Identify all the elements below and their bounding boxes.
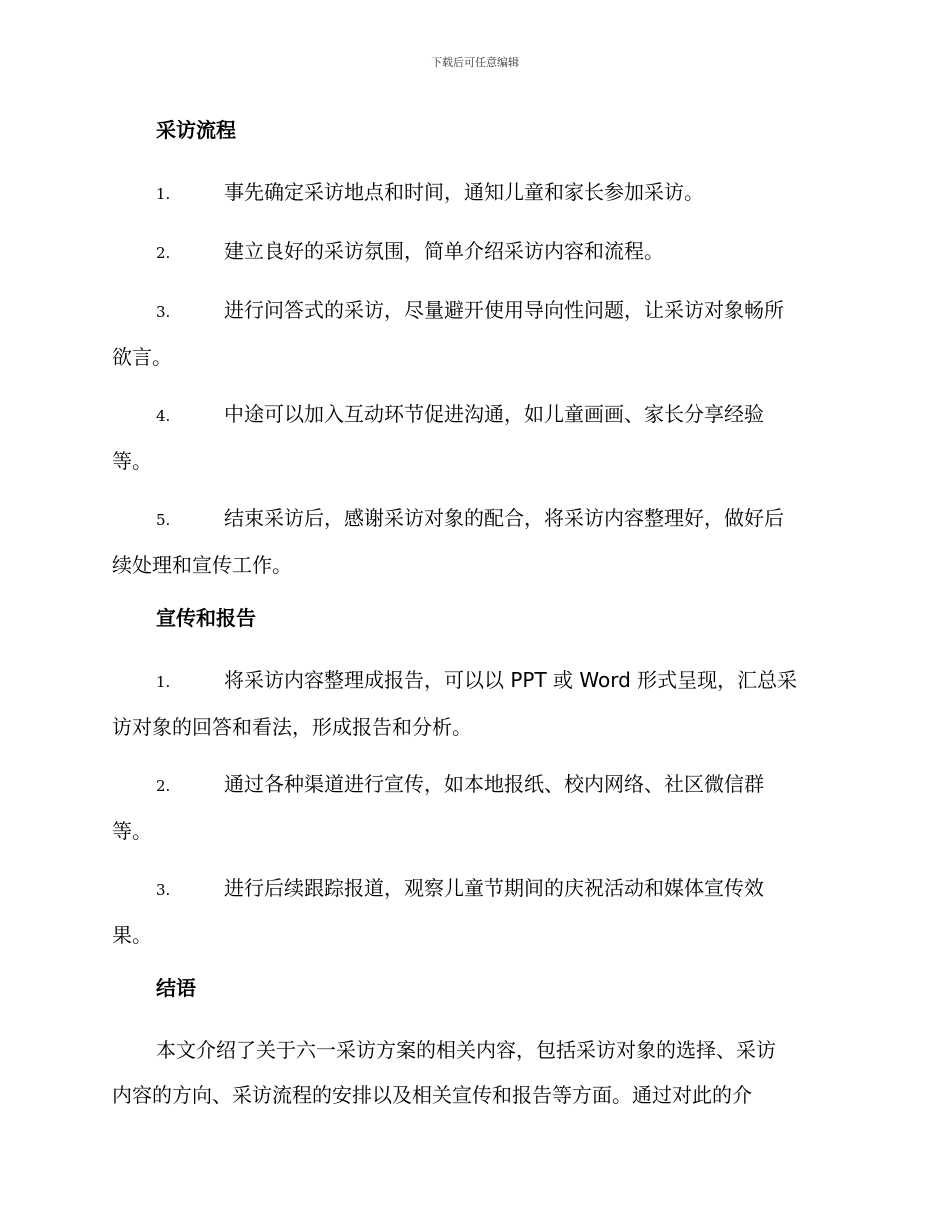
list-number: 5. — [156, 511, 171, 529]
section-title-conclusion: 结语 — [156, 976, 196, 1000]
conclusion-paragraph — [112, 1028, 834, 1118]
list-item — [112, 288, 834, 380]
list-number: 1. — [156, 185, 171, 203]
list-number: 2. — [156, 777, 171, 795]
page-header: 下载后可任意编辑 — [431, 56, 519, 69]
list-text-continuation: 等。 — [112, 819, 152, 843]
list-number: 3. — [156, 881, 171, 899]
paragraph-line: 内容的方向、采访流程的安排以及相关宣传和报告等方面。通过对此的介 — [112, 1083, 752, 1107]
list-text-continuation: 访对象的回答和看法，形成报告和分析。 — [112, 715, 472, 739]
list-text: 建立良好的采访氛围，简单介绍采访内容和流程。 — [224, 239, 664, 263]
document-body — [112, 112, 834, 1118]
list-number: 1. — [156, 673, 171, 691]
list-text: 将采访内容整理成报告，可以以 PPT 或 Word 形式呈现，汇总采 — [224, 668, 798, 692]
list-text: 通过各种渠道进行宣传，如本地报纸、校内网络、社区微信群 — [224, 772, 764, 796]
list-item — [112, 762, 834, 854]
section-title-interview-process: 采访流程 — [156, 118, 236, 142]
list-item — [112, 229, 834, 276]
list-text: 事先确定采访地点和时间，通知儿童和家长参加采访。 — [224, 180, 704, 204]
list-item — [112, 392, 834, 484]
section-title-publicity-report: 宣传和报告 — [156, 606, 256, 630]
list-number: 3. — [156, 303, 171, 321]
list-text-continuation: 等。 — [112, 449, 152, 473]
list-item — [112, 496, 834, 588]
list-item — [112, 170, 834, 217]
list-item — [112, 866, 834, 958]
list-text: 结束采访后，感谢采访对象的配合，将采访内容整理好，做好后 — [224, 506, 784, 530]
paragraph-line: 本文介绍了关于六一采访方案的相关内容，包括采访对象的选择、采访 — [156, 1038, 776, 1062]
list-text: 进行后续跟踪报道，观察儿童节期间的庆祝活动和媒体宣传效 — [224, 876, 764, 900]
list-text-continuation: 欲言。 — [112, 345, 172, 369]
list-text: 中途可以加入互动环节促进沟通，如儿童画画、家长分享经验 — [224, 402, 764, 426]
list-text-continuation: 续处理和宣传工作。 — [112, 553, 292, 577]
list-text-continuation: 果。 — [112, 923, 152, 947]
list-number: 4. — [156, 407, 171, 425]
list-item — [112, 658, 834, 750]
list-number: 2. — [156, 244, 171, 262]
list-text: 进行问答式的采访，尽量避开使用导向性问题，让采访对象畅所 — [224, 298, 784, 322]
